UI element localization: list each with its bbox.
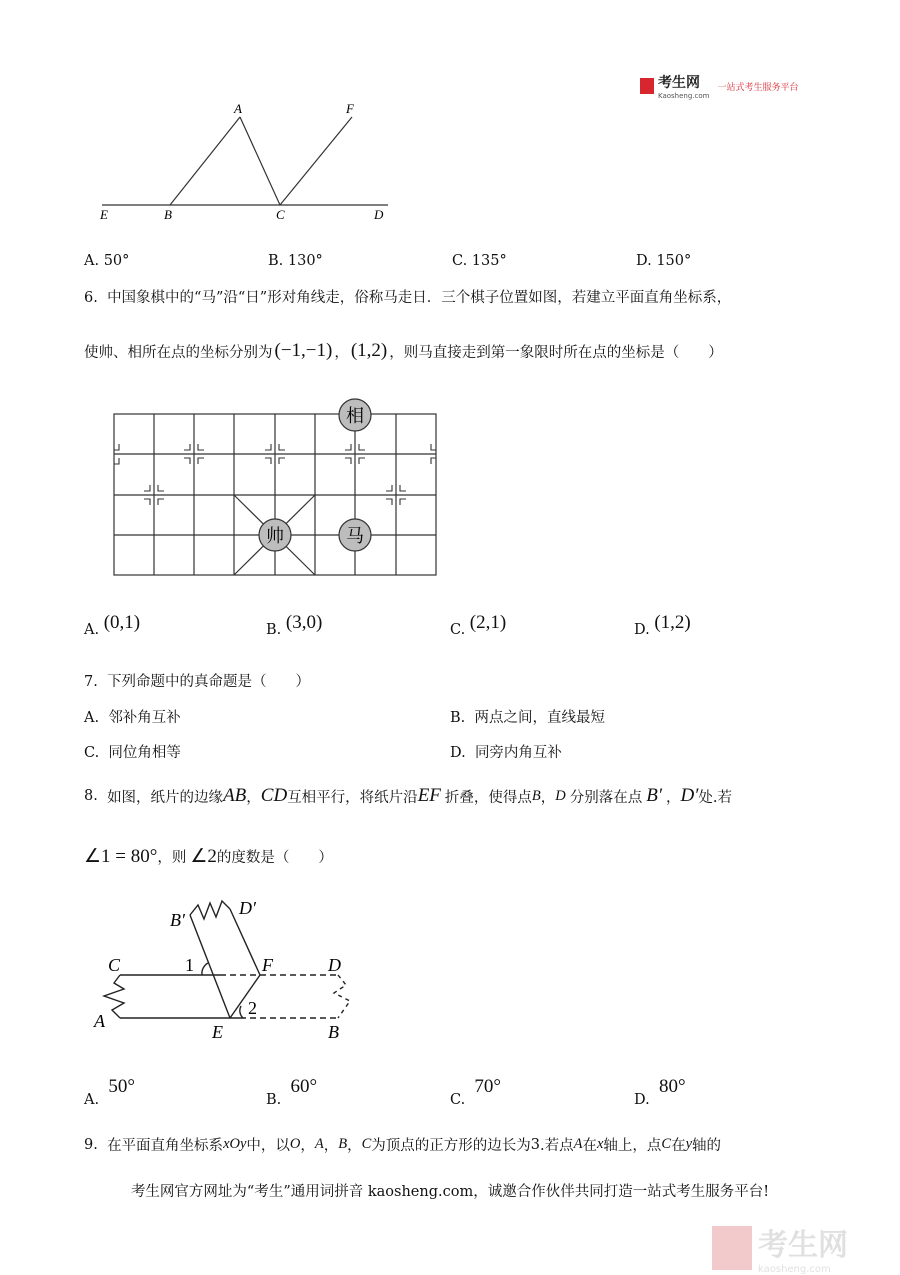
logo-mark [640,78,654,94]
q8-line1: 8. 如图，纸片的边缘 AB ， CD 互相平行，将纸片沿 EF 折叠，使得点 B ， D 分别落在点 B′ ， D′ 处.若 [84,785,733,806]
watermark-logo [712,1220,848,1275]
q6-option-a[interactable]: A. (0,1) [84,612,141,638]
q6-option-c[interactable]: C. (2,1) [450,612,507,638]
label-C: C [276,207,285,222]
label-A: A [234,101,242,116]
piece-xiang [339,399,371,431]
q8-given-angle: ∠1 = 80° [84,846,158,867]
q6-line1: 6. 中国象棋中的“马”沿“日”形对角线走，俗称马走日．三个棋子位置如图，若建立平面直角坐标系， [84,290,732,306]
piece-ma [339,519,371,551]
q8-option-a[interactable]: A. 50° [84,1076,135,1108]
q8-option-d[interactable]: D. 80° [634,1076,686,1108]
watermark-url: kaosheng.com [758,1264,831,1275]
label-B: B [164,207,172,222]
watermark-text: 考生网 [758,1228,848,1263]
torn-edge-right [334,975,350,1018]
fig8-label-F: F [262,955,273,975]
svg-text:马: 马 [346,526,364,547]
q8-folding-figure [90,895,370,1050]
logo-text: 考生网 [658,75,700,91]
fig8-label-angle1: 1 [185,955,194,975]
q7-option-a[interactable]: A. 邻补角互补 [84,710,181,726]
q8-option-b[interactable]: B. 60° [266,1076,318,1108]
torn-edge-top [190,901,230,919]
logo-url: Kaosheng.com [658,92,710,100]
fig8-label-A: A [94,1011,105,1031]
folded-edge-b [190,915,230,1018]
q7-option-d[interactable]: D. 同旁内角互补 [450,745,562,761]
fig8-label-Bp: B′ [170,910,185,930]
fig8-label-Dp: D′ [239,898,256,918]
angle-2-arc [240,1006,243,1018]
q7-stem: 7. 下列命题中的真命题是（ ） [84,674,311,690]
svg-text:帅: 帅 [266,526,284,547]
q7-option-b[interactable]: B. 两点之间，直线最短 [450,710,605,726]
site-logo [640,72,799,100]
q5-option-b[interactable]: B. 130° [268,253,323,269]
label-D: D [374,207,384,222]
fig8-label-E: E [212,1022,223,1042]
q8-asked-angle: ∠2 [190,846,217,867]
q6-line2: 使帅、相所在点的坐标分别为 (−1,−1) ， (1,2) ，则马直接走到第一象限时所在点的坐标是（ ） [84,340,723,361]
q7-option-c[interactable]: C. 同位角相等 [84,745,181,761]
q9-line1: 9. 在平面直角坐标系 xOy 中，以 O ， A ， B ， C 为顶点的正方形的边长为 3 .若点 A 在 x 轴上，点 C 在 y 轴的 [84,1136,722,1154]
watermark-mark [712,1226,752,1270]
svg-text:相: 相 [346,406,364,427]
q6-option-b[interactable]: B. (3,0) [266,612,323,638]
q8-line2: ∠1 = 80° ，则 ∠2 的度数是（ ） [84,846,333,867]
page-footer: 考生网官方网址为“考生”通用词拼音 kaosheng.com，诚邀合作伙伴共同打造一站式考生服务平台! [130,1184,770,1200]
label-F: F [346,101,354,116]
q5-figure [90,95,400,230]
fig8-label-D: D [328,955,341,975]
segment-ac [240,117,280,205]
q5-option-a[interactable]: A. 50° [84,253,130,269]
q6-option-d[interactable]: D. (1,2) [634,612,691,638]
angle-1-arc [202,963,208,975]
folded-edge-d [230,909,260,975]
chess-board-figure [110,395,440,580]
q8-option-c[interactable]: C. 70° [450,1076,502,1108]
label-E: E [100,207,108,222]
q6-coord-shuai: (−1,−1) [274,340,333,361]
fig8-label-C: C [108,955,121,975]
q5-option-c[interactable]: C. 135° [452,253,507,269]
piece-shuai [259,519,291,551]
segment-ab [170,117,240,205]
q5-option-d[interactable]: D. 150° [636,253,692,269]
torn-edge-left [104,975,124,1018]
fig8-label-angle2: 2 [248,998,257,1018]
logo-slogan: 一站式考生服务平台 [717,82,799,93]
fig8-label-B: B [328,1022,339,1042]
ray-cf [280,117,352,205]
q6-coord-xiang: (1,2) [350,340,388,361]
